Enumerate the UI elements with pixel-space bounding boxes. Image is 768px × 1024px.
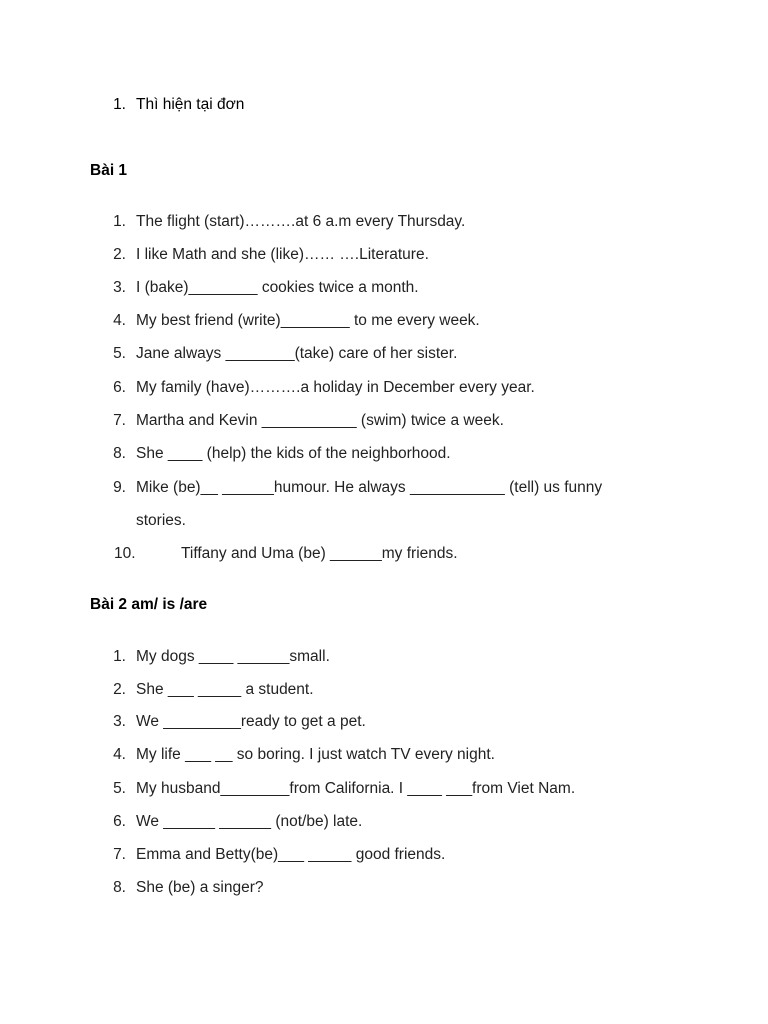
list-item-number: 4.: [113, 746, 126, 763]
list-item-number: 10.: [114, 545, 136, 562]
list-item-text: My family (have)……….a holiday in December every year.: [136, 379, 535, 396]
list-item-number: 8.: [113, 445, 126, 462]
section-title: Thì hiện tại đơn: [136, 96, 245, 113]
list-item-text: Emma and Betty(be)___ _____ good friends.: [136, 846, 446, 863]
list-item-text: She ___ _____ a student.: [136, 681, 314, 698]
list-item-number: 5.: [113, 780, 126, 797]
list-item-text: My dogs ____ ______small.: [136, 648, 330, 665]
list-item-text: She (be) a singer?: [136, 879, 264, 896]
list-item-text: I like Math and she (like)…… ….Literature.: [136, 246, 429, 263]
list-item-number: 2.: [113, 681, 126, 698]
list-item-text: We _________ready to get a pet.: [136, 713, 366, 730]
list-item-text: The flight (start)……….at 6 a.m every Thursday.: [136, 213, 466, 230]
list-item-text: I (bake)________ cookies twice a month.: [136, 279, 419, 296]
list-item-text: My husband________from California. I ____ ___from Viet Nam.: [136, 780, 576, 797]
list-item-number: 6.: [113, 379, 126, 396]
list-item-text: Jane always ________(take) care of her sister.: [136, 345, 458, 362]
list-item-number: 3.: [113, 713, 126, 730]
list-item-number: 5.: [113, 345, 126, 362]
list-item-number: 2.: [113, 246, 126, 263]
section-number: 1.: [113, 96, 126, 113]
list-item-number: 1.: [113, 213, 126, 230]
list-item-text: Mike (be)__ ______humour. He always ___________ (tell) us funny: [136, 479, 603, 496]
list-item-number: 3.: [113, 279, 126, 296]
exercise1-heading: Bài 1: [90, 162, 128, 179]
list-item-text: My life ___ __ so boring. I just watch TV every night.: [136, 746, 495, 763]
list-item-number: 9.: [113, 479, 126, 496]
list-item-text: stories.: [136, 512, 186, 529]
list-item-text: She ____ (help) the kids of the neighborhood.: [136, 445, 451, 462]
list-item-number: 4.: [113, 312, 126, 329]
list-item-number: 7.: [113, 846, 126, 863]
list-item-text: Martha and Kevin ___________ (swim) twice a week.: [136, 412, 504, 429]
list-item-text: My best friend (write)________ to me every week.: [136, 312, 480, 329]
list-item-number: 8.: [113, 879, 126, 896]
list-item-number: 1.: [113, 648, 126, 665]
list-item-text: Tiffany and Uma (be) ______my friends.: [181, 545, 458, 562]
exercise2-heading: Bài 2 am/ is /are: [90, 596, 208, 613]
list-item-number: 7.: [113, 412, 126, 429]
list-item-number: 6.: [113, 813, 126, 830]
list-item-text: We ______ ______ (not/be) late.: [136, 813, 363, 830]
